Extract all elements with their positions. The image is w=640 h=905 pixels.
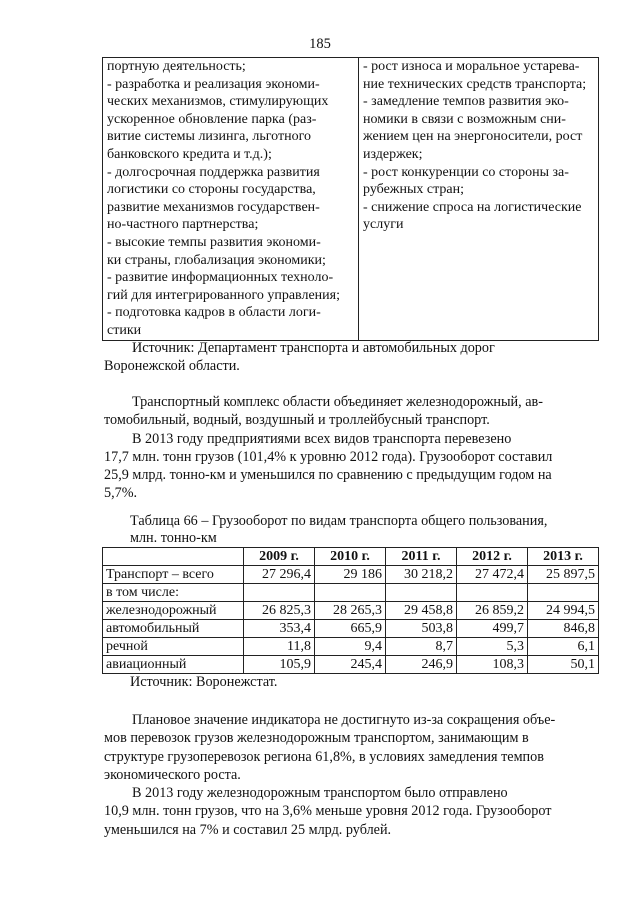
table-header-cell: 2009 г. <box>244 548 315 566</box>
table-cell: 26 859,2 <box>457 602 528 620</box>
table-cell: 30 218,2 <box>386 566 457 584</box>
table-cell: 26 825,3 <box>244 602 315 620</box>
table-cell <box>386 584 457 602</box>
swot-left-line: стики <box>107 322 142 338</box>
table-cell: 108,3 <box>457 656 528 674</box>
table-cell: железнодорожный <box>103 602 244 620</box>
swot-left-line: гий для интегрированного управления; <box>107 287 340 303</box>
table-cell: 5,3 <box>457 638 528 656</box>
table-cell: 246,9 <box>386 656 457 674</box>
swot-left-line: - подготовка кадров в области логи- <box>107 305 321 321</box>
swot-right-line: - рост конкуренции со стороны за- <box>363 164 569 180</box>
paragraph-line: 5,7%. <box>104 485 138 502</box>
table-cell: 50,1 <box>528 656 599 674</box>
swot-left-line: - долгосрочная поддержка развития <box>107 164 320 180</box>
swot-left-cell <box>103 58 359 341</box>
table-row <box>103 584 599 602</box>
paragraph-transport-complex <box>104 393 590 503</box>
paragraph-line: томобильный, водный, воздушный и троллейбусный транспорт. <box>104 412 490 429</box>
paragraph-line: мов перевозок грузов железнодорожным транспортом, занимающим в <box>104 730 529 747</box>
table-cell <box>315 584 386 602</box>
paragraph-line: Транспортный комплекс области объединяет железнодорожный, ав- <box>132 394 543 410</box>
table-cell <box>528 584 599 602</box>
swot-right-line: - рост износа и моральное устарева- <box>363 59 580 74</box>
swot-right-line: - замедление темпов развития эко- <box>363 94 569 110</box>
paragraph-line: В 2013 году предприятиями всех видов транспорта перевезено <box>132 430 512 447</box>
page-number: 185 <box>309 36 331 52</box>
table-cell <box>457 584 528 602</box>
paragraph-line: структуре грузоперевозок региона 61,8%, в условиях замедления темпов <box>104 748 544 765</box>
paragraph-line: 17,7 млн. тонн грузов (101,4% к уровню 2012 года). Грузооборот составил <box>104 448 553 465</box>
table-cell: 353,4 <box>244 620 315 638</box>
paragraph-indicator <box>104 711 590 839</box>
table-cell: 8,7 <box>386 638 457 656</box>
paragraph-line: 10,9 млн. тонн грузов, что на 3,6% меньше уровня 2012 года. Грузооборот <box>104 803 552 820</box>
source-line: Воронежской области. <box>104 358 240 375</box>
table-cell: 503,8 <box>386 620 457 638</box>
table-cell: 27 472,4 <box>457 566 528 584</box>
freight-turnover-table <box>102 547 599 674</box>
table-row <box>103 602 599 620</box>
table-caption-line: млн. тонно-км <box>130 530 217 546</box>
swot-left-line: - развитие информационных техноло- <box>107 270 334 286</box>
swot-left-line: - разработка и реализация экономи- <box>107 76 320 92</box>
swot-table <box>102 57 599 341</box>
table-cell: 24 994,5 <box>528 602 599 620</box>
table-header-cell <box>103 548 244 566</box>
table-cell: 499,7 <box>457 620 528 638</box>
source-line: Источник: Департамент транспорта и автомобильных дорог <box>132 340 495 356</box>
table-row <box>103 638 599 656</box>
table-cell: в том числе: <box>103 584 244 602</box>
swot-left-line: логистики со стороны государства, <box>107 182 316 198</box>
swot-left-line: - высокие темпы развития экономи- <box>107 234 321 250</box>
table-cell: 28 265,3 <box>315 602 386 620</box>
table-cell: 846,8 <box>528 620 599 638</box>
table-caption-line: Таблица 66 – Грузооборот по видам транспорта общего пользования, <box>130 513 548 529</box>
swot-right-line: издержек; <box>363 146 423 162</box>
swot-right-line: жением цен на энергоносители, рост <box>363 129 583 145</box>
swot-left-line: развитие механизмов государствен- <box>107 199 320 215</box>
source-note-1 <box>104 339 590 376</box>
table-cell <box>244 584 315 602</box>
table-source <box>130 674 600 691</box>
swot-right-line: - снижение спроса на логистические <box>363 199 582 215</box>
paragraph-line: экономического роста. <box>104 766 241 783</box>
table-row <box>103 620 599 638</box>
table-row <box>103 566 599 584</box>
swot-right-cell <box>359 58 599 341</box>
table-cell: 29 458,8 <box>386 602 457 620</box>
table-cell: 25 897,5 <box>528 566 599 584</box>
swot-left-line: банковского кредита и т.д.); <box>107 146 272 162</box>
table-source-line: Источник: Воронежстат. <box>130 674 278 690</box>
swot-left-line: но-частного партнерства; <box>107 217 259 233</box>
table-cell: речной <box>103 638 244 656</box>
swot-left-line: ческих механизмов, стимулирующих <box>107 94 329 110</box>
paragraph-line: уменьшился на 7% и составил 25 млрд. рублей. <box>104 821 392 838</box>
table-cell: 27 296,4 <box>244 566 315 584</box>
swot-right-line: рубежных стран; <box>363 182 464 198</box>
table-header-cell: 2013 г. <box>528 548 599 566</box>
paragraph-line: Плановое значение индикатора не достигнуто из-за сокращения объе- <box>132 712 556 728</box>
swot-left-line: ки страны, глобализация экономики; <box>107 252 326 268</box>
table-caption <box>130 513 600 547</box>
paragraph-line: 25,9 млрд. тонно-км и уменьшился по сравнению с предыдущим годом на <box>104 467 552 484</box>
table-cell: 6,1 <box>528 638 599 656</box>
table-cell: 9,4 <box>315 638 386 656</box>
table-header-cell: 2011 г. <box>386 548 457 566</box>
swot-right-line: номики в связи с возможным сни- <box>363 111 566 127</box>
swot-left-line: портную деятельность; <box>107 59 246 74</box>
table-cell: 245,4 <box>315 656 386 674</box>
table-row <box>103 656 599 674</box>
table-header-cell: 2012 г. <box>457 548 528 566</box>
table-cell: Транспорт – всего <box>103 566 244 584</box>
table-cell: 665,9 <box>315 620 386 638</box>
table-header-cell: 2010 г. <box>315 548 386 566</box>
table-cell: авиационный <box>103 656 244 674</box>
swot-right-line: услуги <box>363 217 404 233</box>
table-cell: 29 186 <box>315 566 386 584</box>
paragraph-line: В 2013 году железнодорожным транспортом было отправлено <box>132 785 508 802</box>
table-cell: 105,9 <box>244 656 315 674</box>
table-cell: 11,8 <box>244 638 315 656</box>
table-cell: автомобильный <box>103 620 244 638</box>
swot-left-line: витие системы лизинга, льготного <box>107 129 311 145</box>
swot-left-line: ускоренное обновление парка (раз- <box>107 111 317 127</box>
table-header-row <box>103 548 599 566</box>
swot-right-line: ние технических средств транспорта; <box>363 76 587 92</box>
